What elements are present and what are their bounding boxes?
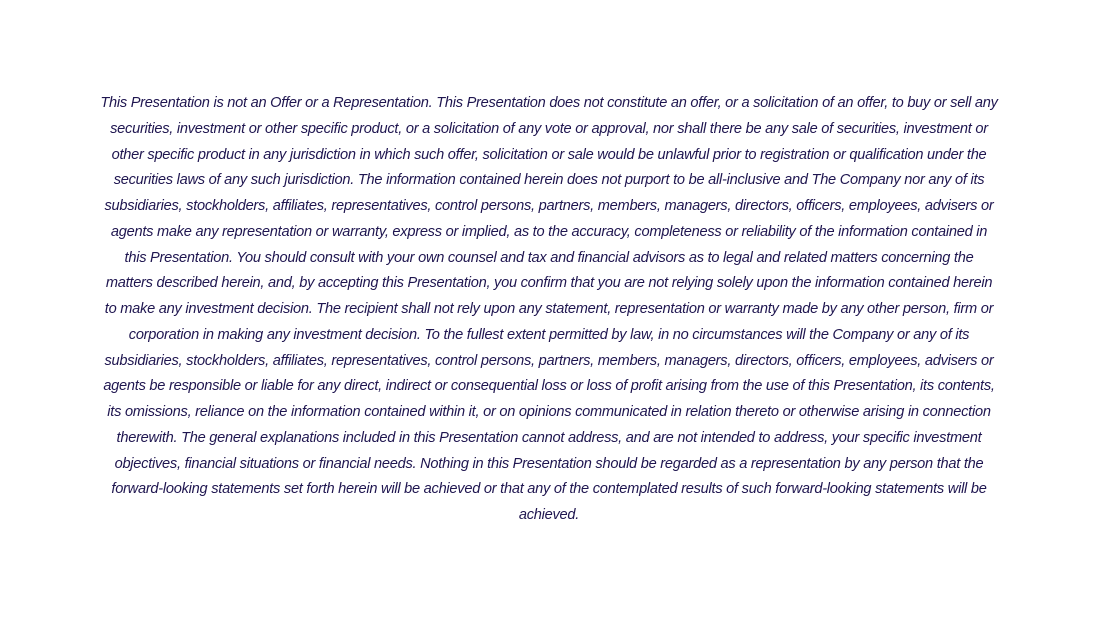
disclaimer-text: This Presentation is not an Offer or a Representation. This Presentation does not constitute an offer, or a solicitation of an offer, to buy or sell any securities, investment or other specific product, or a solicitation of any vote or approval, nor shall there be any sale of securities, investment or other specific product in any jurisdiction in which such offer, solicitation or sale would be unlawful prior to registration or qualification under the securities laws of any such jurisdiction. The information contained herein does not purport to be all-inclusive and The Company nor any of its subsidiaries, stockholders, affiliates, representatives, control persons, partners, members, managers, directors, officers, employees, advisers or agents make any representation or warranty, express or implied, as to the accuracy, completeness or reliability of the information contained in this Presentation. You should consult with your own counsel and tax and financial advisors as to legal and related matters concerning the matters described herein, and, by accepting this Presentation, you confirm that you are not relying solely upon the information contained herein to make any investment decision. The recipient shall not rely upon any statement, representation or warranty made by any other person, firm or corporation in making any investment decision. To the fullest extent permitted by law, in no circumstances will the Company or any of its subsidiaries, stockholders, affiliates, representatives, control persons, partners, members, managers, directors, officers, employees, advisers or agents be responsible or liable for any direct, indirect or consequential loss or loss of profit arising from the use of this Presentation, its contents, its omissions, reliance on the information contained within it, or on opinions communicated in relation thereto or otherwise arising in connection therewith. The general explanations included in this Presentation cannot address, and are not intended to address, your specific investment objectives, financial situations or financial needs. Nothing in this Presentation should be regarded as a representation by any person that the forward-looking statements set forth herein will be achieved or that any of the contemplated results of such forward-looking statements will be achieved. (100, 95, 998, 523)
